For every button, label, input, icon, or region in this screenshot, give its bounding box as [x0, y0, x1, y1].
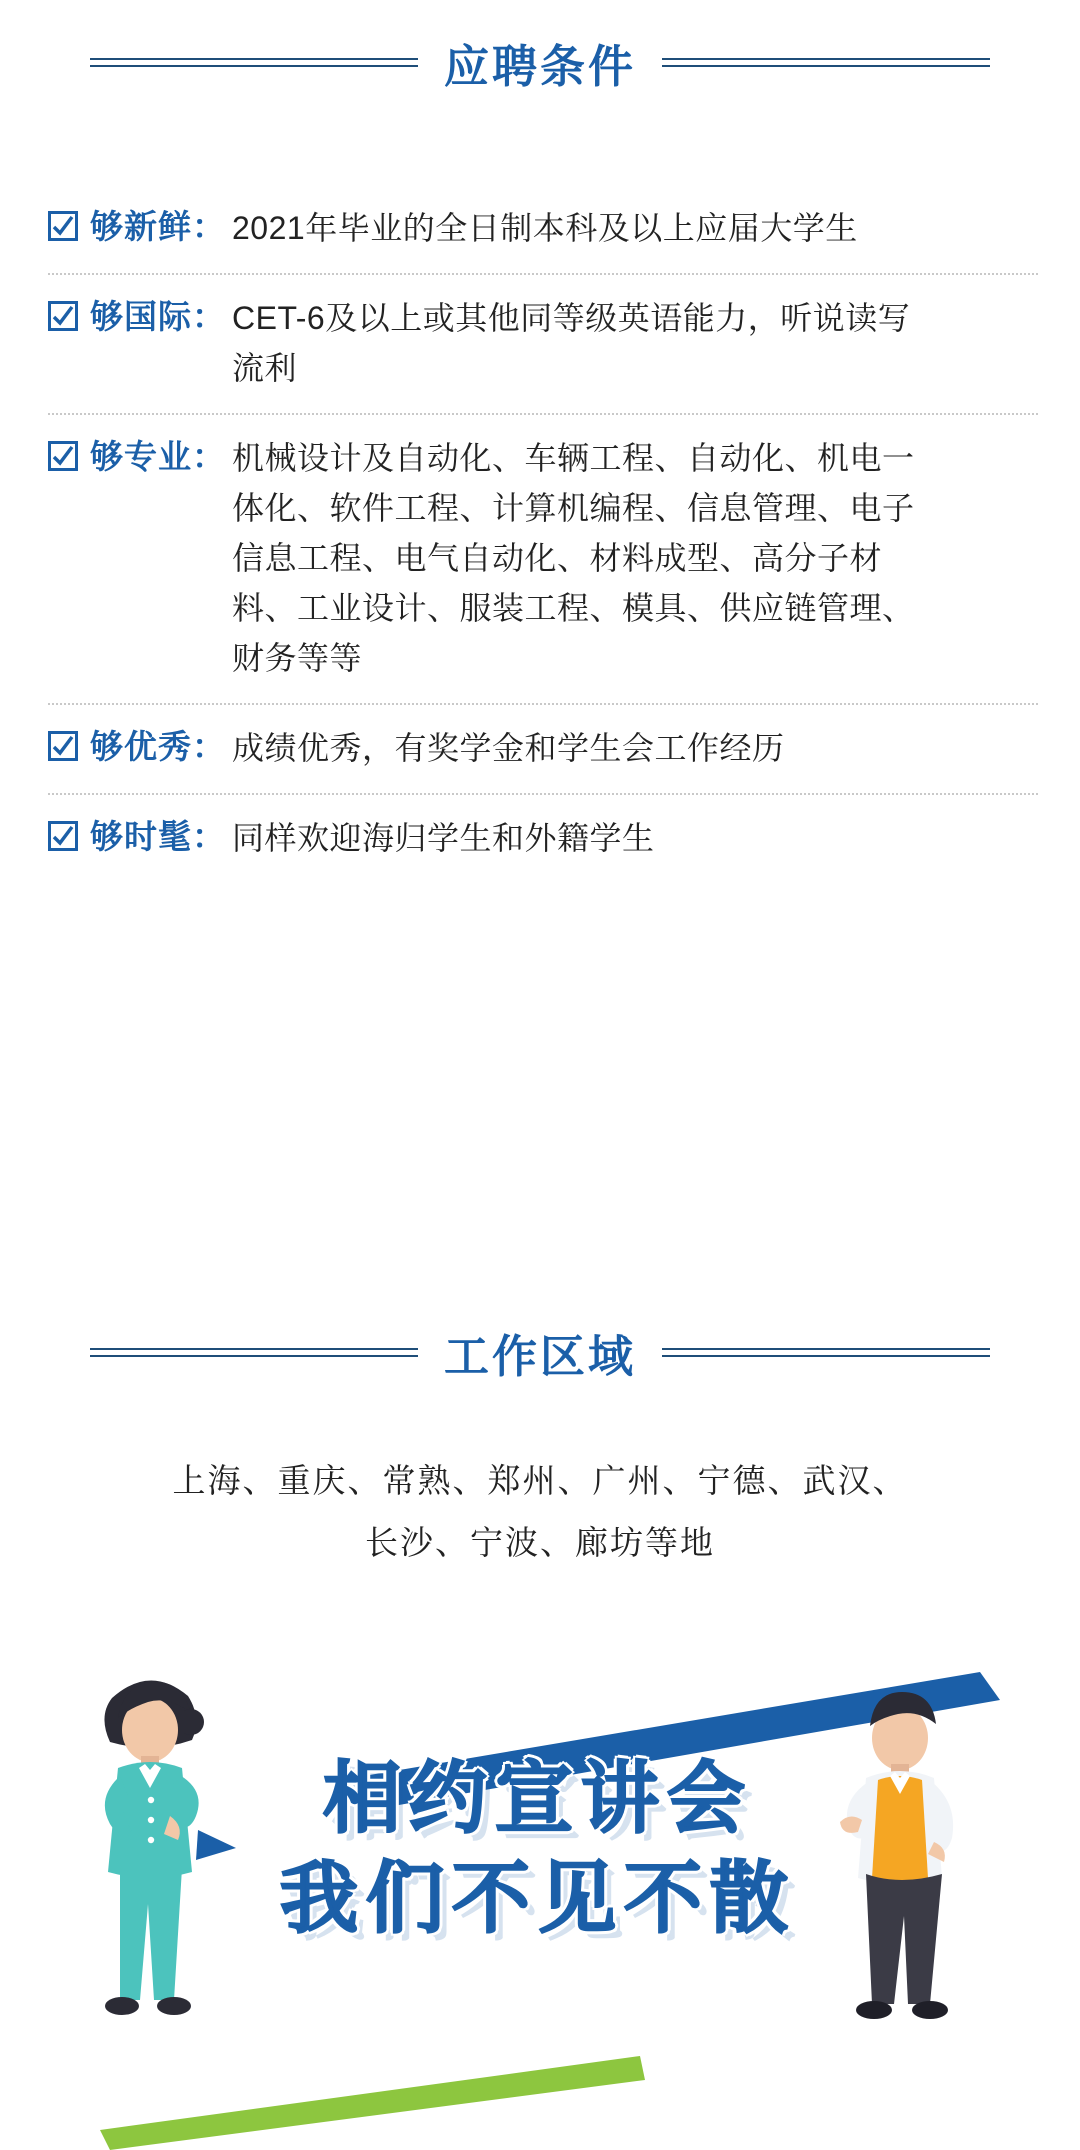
- requirement-label: 够国际：: [90, 298, 226, 335]
- heading-rule-right: [662, 1348, 990, 1358]
- heading-rule-right: [662, 58, 990, 68]
- list-item: [48, 413, 1038, 703]
- checkbox-icon: [48, 731, 78, 761]
- work-area-line-2: 长沙、宁波、廊坊等地: [365, 1524, 715, 1561]
- woman-illustration: [104, 1680, 236, 2015]
- bottom-banner: [0, 1660, 1080, 2150]
- requirement-text: 同样欢迎海归学生和外籍学生: [232, 820, 655, 856]
- checkbox-icon: [48, 821, 78, 851]
- banner-title-line-2: 我们不见不散: [279, 1854, 796, 1942]
- checkbox-icon: [48, 211, 78, 241]
- requirement-text: CET-6及以上或其他同等级英语能力，听说读写流利: [232, 300, 911, 386]
- requirement-label: 够新鲜：: [90, 208, 226, 245]
- list-item: [48, 703, 1038, 793]
- list-item: [48, 273, 1038, 413]
- requirements-heading-text: 应聘条件: [444, 41, 637, 92]
- work-area-section-heading: [90, 1320, 990, 1385]
- requirement-label: 够时髦：: [90, 818, 226, 855]
- green-arrow-shape: [100, 2056, 645, 2150]
- requirements-list: [48, 185, 1038, 883]
- requirements-section-heading: [90, 30, 990, 95]
- heading-rule-left: [90, 58, 418, 68]
- checkbox-icon: [48, 441, 78, 471]
- requirement-text: 2021年毕业的全日制本科及以上应届大学生: [232, 210, 858, 246]
- banner-title: [258, 1748, 818, 1948]
- banner-title-line-1: 相约宣讲会: [322, 1754, 753, 1842]
- requirement-text: 成绩优秀，有奖学金和学生会工作经历: [232, 730, 785, 766]
- work-area-text: [0, 1450, 1080, 1574]
- work-area-heading-text: 工作区域: [444, 1331, 637, 1382]
- requirement-label: 够专业：: [90, 438, 226, 475]
- heading-rule-left: [90, 1348, 418, 1358]
- list-item: [48, 793, 1038, 883]
- work-area-line-1: 上海、重庆、常熟、郑州、广州、宁德、武汉、: [172, 1462, 908, 1499]
- requirement-label: 够优秀：: [90, 728, 226, 765]
- checkbox-icon: [48, 301, 78, 331]
- list-item: [48, 185, 1038, 273]
- man-illustration: [840, 1692, 953, 2019]
- requirement-text: 机械设计及自动化、车辆工程、自动化、机电一体化、软件工程、计算机编程、信息管理、电子信息工程、电气自动化、材料成型、高分子材料、工业设计、服装工程、模具、供应链管理、财务等等: [232, 440, 915, 676]
